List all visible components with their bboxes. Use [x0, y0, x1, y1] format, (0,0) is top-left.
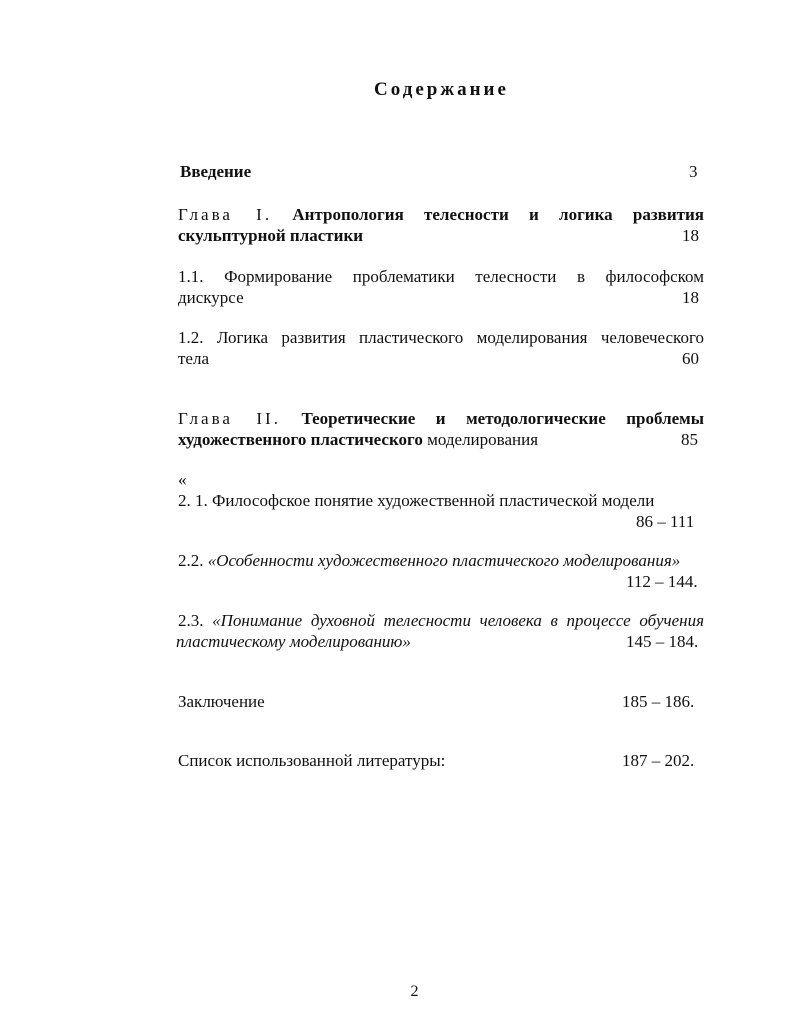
page-number: 2: [410, 983, 419, 1000]
toc-chapter2-line1: [178, 408, 704, 429]
toc-chapter1-title-line1: Антропология телесности и логика развития: [292, 205, 704, 224]
toc-section-1-2-line2: тела: [178, 349, 210, 368]
toc-conclusion-pages: 185 – 186.: [622, 692, 695, 711]
toc-section-2-2-number: 2.2.: [178, 551, 204, 570]
toc-chapter2-title-line2-bold: художественного пластического: [178, 430, 423, 449]
toc-section-2-3-title-line1: «Понимание духовной телесности человека в процессе обучения: [212, 611, 704, 630]
toc-section-1-2-page: 60: [682, 349, 699, 368]
toc-section-1-1-line2: дискурсе: [178, 288, 244, 307]
toc-section-1-2-line1: 1.2. Логика развития пластического моделирования человеческого: [178, 328, 704, 347]
toc-chapter1-line1: [178, 204, 704, 225]
toc-section-2-1-pages: 86 – 111: [636, 512, 695, 531]
toc-chapter2-prefix: Глава II.: [178, 409, 281, 428]
toc-section-1-2-line1-row: [178, 327, 704, 348]
page-title: Содержание: [374, 79, 509, 100]
toc-intro-label: Введение: [180, 162, 252, 181]
toc-section-1-1-line1: 1.1. Формирование проблематики телесности в философском: [178, 267, 704, 286]
toc-section-2-1-title: Философское понятие художественной пластической модели: [212, 491, 655, 510]
toc-section-2-2-pages: 112 – 144.: [626, 572, 698, 591]
toc-section-2-3-pages: 145 – 184.: [626, 632, 699, 651]
toc-section-1-1-page: 18: [682, 288, 699, 307]
toc-section-2-2-title: «Особенности художественного пластического моделирования»: [207, 551, 681, 570]
toc-section-2-2-line: [178, 550, 680, 571]
toc-section-2-3-number: 2.3.: [178, 611, 204, 630]
toc-chapter2-line2: [178, 429, 538, 450]
toc-section-2-3-title-line2: пластическому моделированию»: [176, 632, 411, 651]
toc-chapter2-title-line2-normal: моделирования: [427, 430, 539, 449]
toc-chapter1-page: 18: [682, 226, 699, 245]
toc-chapter2-title-line1: Теоретические и методологические проблемы: [301, 409, 705, 428]
stray-quote-mark: «: [178, 470, 187, 489]
toc-chapter1-prefix: Глава I.: [178, 205, 273, 224]
toc-section-2-1-number: 2. 1.: [178, 491, 208, 510]
toc-chapter2-page: 85: [681, 430, 698, 449]
toc-references-pages: 187 – 202.: [622, 751, 695, 770]
toc-references-label: Список использованной литературы:: [178, 751, 446, 770]
toc-section-2-3-line1-row: [178, 610, 704, 631]
toc-section-2-1-line: [178, 490, 654, 511]
toc-chapter1-title-line2: скульптурной пластики: [178, 226, 364, 245]
toc-section-1-1-line1-row: [178, 266, 704, 287]
toc-intro-page: 3: [689, 162, 698, 181]
toc-conclusion-label: Заключение: [178, 692, 265, 711]
